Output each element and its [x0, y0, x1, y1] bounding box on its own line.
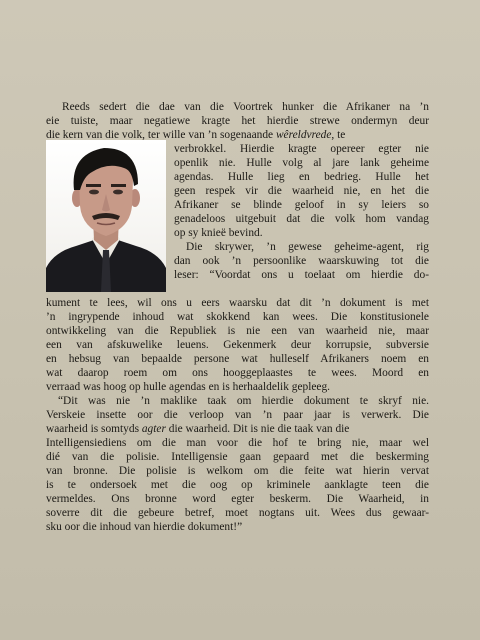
text-line-21: “Dit was nie ’n maklike taak om hierdie dokument te skryf nie. — [58, 395, 429, 407]
text-line-25: dié van die polisie. Intelligensie gaan gepaard met die beskerming — [46, 451, 429, 463]
text-line-3-main: die kern van die volk, ter wille van ’n sogenaande — [46, 129, 276, 141]
text-line-24: Intelligensiediens om die man voor die hof te bring nie, maar wel — [46, 437, 429, 449]
text-line-27: is te ondersoek met die oog op kriminele aanklagte teen die — [46, 479, 429, 491]
text-emphasis-wereldvrede: wêreldvrede — [275, 129, 332, 141]
text-line-23-tail: die waarheid. Dit is nie die taak van die — [165, 423, 350, 435]
text-line-9: genadeloos uitgebuit dat die volk hom vandag — [174, 213, 429, 225]
text-line-7: geen respek vir die waarheid nie, en het die — [174, 185, 429, 197]
text-line-17: een van afskuwelike leuens. Gekenmerk deur korrupsie, subversie — [46, 339, 429, 351]
text-line-13: leser: “Voordat ons u toelaat om hierdie do- — [174, 269, 429, 281]
text-line-2: eie tuiste, maar negatiewe kragte het hierdie strewe ondermyn deur — [46, 115, 429, 127]
text-line-22: Verskeie insette oor die verloop van ’n paar jaar is verwerk. Die — [46, 409, 429, 421]
text-line-3-tail: , te — [331, 129, 346, 141]
author-photo — [46, 140, 166, 292]
text-emphasis-agter: agter — [141, 423, 166, 435]
right-eye — [113, 190, 123, 195]
text-line-6: agendas. Hulle lieg en bedrieg. Hulle het — [174, 171, 429, 183]
right-eyebrow — [111, 184, 126, 187]
text-line-23-main: waarheid is somtyds — [46, 423, 142, 435]
text-line-28: vermeldes. Ons bronne word egter beskerm. Die Waarheid, in — [46, 493, 429, 505]
text-line-29: soverre dit die gebeure betref, moet nogtans uit. Wees dus gewaar- — [46, 507, 429, 519]
text-line-10: op sy knieë bevind. — [174, 227, 263, 239]
text-line-5: openlik nie. Hulle volg al jare lank geheime — [174, 157, 429, 169]
portrait-illustration — [46, 140, 166, 292]
text-line-4: verbrokkel. Hierdie kragte opereer egter nie — [174, 143, 429, 155]
text-line-18: en hebsug van bepaalde persone wat hulleself Afrikaners noem en — [46, 353, 429, 365]
text-line-23 — [46, 422, 432, 436]
left-eye — [89, 190, 99, 195]
text-line-30: sku oor die inhoud van hierdie dokument!” — [46, 521, 243, 533]
text-line-19: wat daarop roem om ons hooggeplaastes te wees. Moord en — [46, 367, 429, 379]
text-line-20: verraad was hoog op hulle agendas en is herhaaldelik gepleeg. — [46, 381, 331, 393]
text-line-11: Die skrywer, ’n gewese geheime-agent, rig — [186, 241, 429, 253]
text-line-16: ontwikkeling van die Republiek is nie een van waarheid nie, maar — [46, 325, 429, 337]
text-line-8: Afrikaner se blinde geloof in sy leiers so — [174, 199, 429, 211]
text-line-1: Reeds sedert die dae van die Voortrek hunker die Afrikaner na ’n — [62, 101, 429, 113]
text-line-12: dan ook ’n persoonlike waarskuwing tot die — [174, 255, 429, 267]
text-line-14: kument te lees, wil ons u eers waarsku dat dit ’n dokument is met — [46, 297, 429, 309]
left-eyebrow — [86, 184, 101, 187]
text-line-3 — [46, 128, 432, 142]
text-line-15: ’n ingrypende inhoud wat skokkend kan wees. Die konstitusionele — [46, 311, 429, 323]
text-line-26: van bronne. Die polisie is welkom om die feite wat hierin vervat — [46, 465, 429, 477]
